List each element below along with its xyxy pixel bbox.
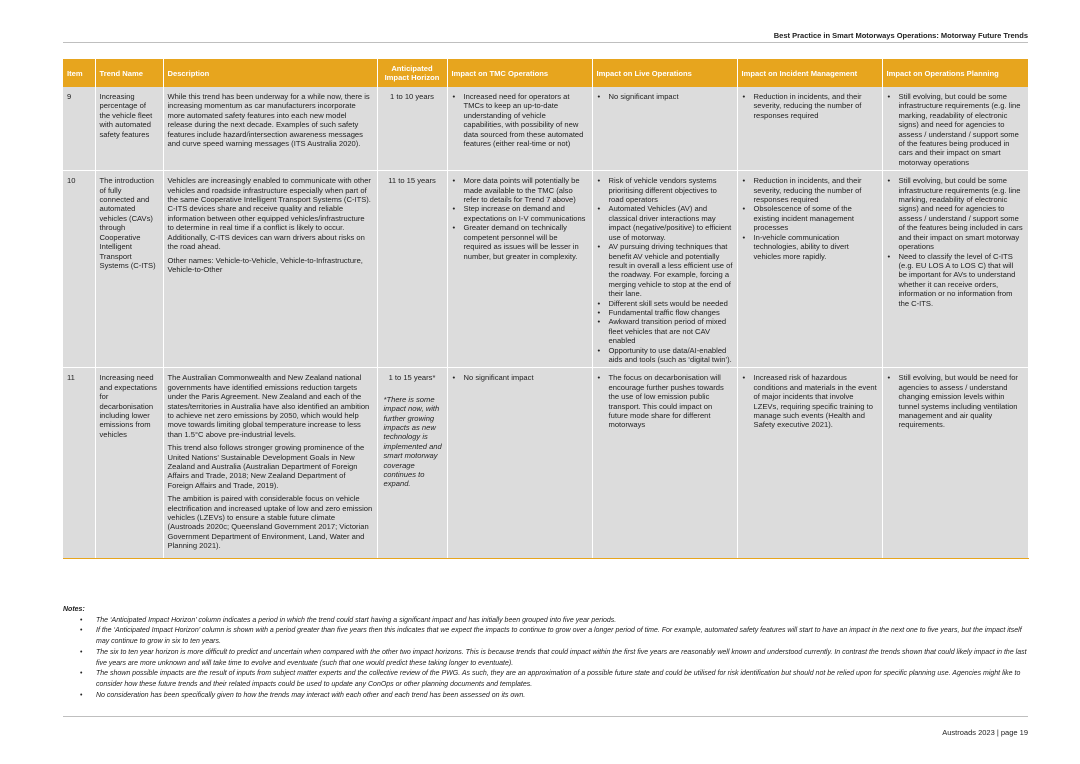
header-divider — [63, 42, 1028, 43]
cell-trend-name: The introduction of fully connected and automated vehicles (CAVs) through Cooperative Intelligent Transport Systems (C-ITS) — [95, 171, 163, 368]
impact-bullet: • Reduction in incidents, and their severity, reducing the number of responses required — [754, 92, 878, 120]
impact-bullet: • Reduction in incidents, and their severity, reducing the number of responses required — [754, 176, 878, 204]
note-item: • The ‘Anticipated Impact Horizon’ column indicates a period in which the trend could start having a significant impact and has initially been grouped into five year periods. — [96, 616, 1029, 627]
impact-bullet: • Step increase on demand and expectations on I-V communications — [464, 204, 588, 223]
column-header-description: Description — [163, 59, 377, 87]
notes-section — [63, 605, 1029, 701]
note-item: • The shown possible impacts are the result of inputs from subject matter experts and the collective review of the PWG. As such, they are an approximation of a possible future state and could be utilised for risk identification but should not be relied upon for specific planning use. Agencies might like to consider how these future trends and their related impacts could be used to update any ConOps or other planning documents and templates. — [96, 669, 1029, 690]
impact-bullet: • Still evolving, but could be some infrastructure requirements (e.g. line marking, readability of electronic signs) and need for agencies to assess / understand / support some of the features being produced in cars and their impact on smart motorway operations — [899, 92, 1024, 167]
cell-item: 11 — [63, 368, 95, 558]
cell-trend-name: Increasing need and expectations for decarbonisation including lower emissions from vehicles — [95, 368, 163, 558]
column-header-operations-planning: Impact on Operations Planning — [882, 59, 1028, 87]
impact-bullet: • Risk of vehicle vendors systems prioritising different objectives to road operators — [609, 176, 733, 204]
cell-incident-impact — [737, 171, 882, 368]
impact-bullet: • Obsolescence of some of the existing incident management processes — [754, 204, 878, 232]
table-row — [63, 368, 1028, 558]
impact-bullet: • Automated Vehicles (AV) and classical driver interactions may impact (negative/positive) to efficient use of motorway. — [609, 204, 733, 242]
description-paragraph: Other names: Vehicle-to-Vehicle, Vehicle-to-Infrastructure, Vehicle-to-Other — [167, 255, 363, 274]
description-paragraph: Vehicles are increasingly enabled to communicate with other vehicles and roadside infrastructure especially when part of the same Cooperative Intelligent Transport Systems (C-ITS). C-ITS devices share and receive quality and reliable information between other equipped vehicles/infrastructure to determine in real time if a conflict is likely to occur. Additionally, C-ITS devices can warn drivers about risks on the road ahead. — [167, 176, 371, 252]
impact-bullet: • Opportunity to use data/AI-enabled aids and tools (such as ‘digital twin’). — [609, 346, 733, 365]
impact-list — [597, 176, 733, 364]
column-header-item: Item — [63, 59, 95, 87]
cell-planning-impact — [882, 368, 1028, 558]
impact-bullet: • Awkward transition period of mixed fleet vehicles that are not CAV enabled — [609, 317, 733, 345]
column-header-incident-management: Impact on Incident Management — [737, 59, 882, 87]
description-paragraph: While this trend has been underway for a while now, there is increasing momentum as car manufacturers incorporate more automated safety features into each new model release during the next decade. Examples of such safety features include hazard/intersection awareness messages and curve speed warning messages (ITS Australia 2020). — [167, 92, 370, 149]
cell-live-impact — [592, 87, 737, 171]
impact-list — [887, 92, 1024, 167]
table-row — [63, 87, 1028, 171]
impact-bullet: • Still evolving, but would be need for agencies to assess / understand changing emission levels within tunnel systems including ventilation management and air quality requirements. — [899, 373, 1024, 429]
cell-item: 10 — [63, 171, 95, 368]
table-row — [63, 171, 1028, 368]
cell-description — [163, 171, 377, 368]
impact-list — [597, 373, 733, 429]
horizon-footnote: *There is some impact now, with further growing impacts as new technology is implemented and smart motorway coverage continues to expand. — [383, 394, 442, 489]
page-header-title: Best Practice in Smart Motorways Operations: Motorway Future Trends — [773, 31, 1028, 40]
cell-impact-horizon — [377, 171, 447, 368]
impact-bullet: • In-vehicle communication technologies, ability to divert vehicles more rapidly. — [754, 233, 878, 261]
note-item: • No consideration has been specifically given to how the trends may interact with each other and each trend has been assessed on its own. — [96, 691, 1029, 702]
cell-tmc-impact — [447, 87, 592, 171]
horizon-value: 1 to 15 years* — [388, 373, 436, 383]
impact-list — [452, 92, 588, 148]
cell-description — [163, 87, 377, 171]
description-paragraph: This trend also follows stronger growing prominence of the United Nations’ Sustainable Development Goals in New Zealand and Australia (Australian Department of Foreign Affairs and Trade, 2018; New Zealand Department of Foreign Affairs and Trade, 2019). — [167, 443, 365, 490]
impact-bullet: • Increased need for operators at TMCs to keep an up-to-date understanding of vehicle capabilities, with possibility of new data sourced from these automated features (either real-time or not) — [464, 92, 588, 148]
impact-bullet: • More data points will potentially be made available to the TMC (also refer to details for Trend 7 above) — [464, 176, 588, 204]
impact-list — [597, 92, 733, 101]
description-paragraph: The ambition is paired with considerable focus on vehicle electrification and increased uptake of low and zero emission vehicles (LZEVs) to ensure a stable future climate (Austroads 2020c; Queensland Government 2017; Victorian Government Department of Environment, Land, Water and Planning 2021). — [167, 494, 373, 551]
horizon-value: 11 to 15 years — [388, 176, 436, 186]
cell-planning-impact — [882, 171, 1028, 368]
impact-bullet: • AV pursuing driving techniques that benefit AV vehicle and potentially result in overall a less efficient use of the roadway. For example, forcing a merging vehicle to stop at the end of their lane. — [609, 242, 733, 298]
future-trends-table — [63, 59, 1029, 559]
cell-description — [163, 368, 377, 558]
impact-list — [887, 176, 1024, 308]
cell-item: 9 — [63, 87, 95, 171]
cell-impact-horizon — [377, 368, 447, 558]
cell-impact-horizon — [377, 87, 447, 171]
impact-bullet: • Need to classify the level of C-ITS (e.g. EU LOS A to LOS C) that will be important for AVs to understand whether it can receive orders, information or no information from the C-ITS. — [899, 252, 1024, 308]
cell-live-impact — [592, 368, 737, 558]
impact-bullet: • Still evolving, but could be some infrastructure requirements (e.g. line marking, readability of electronic signs) and need for agencies to assess / understand / support some of the features being included in cars and their impact on smart motorway operations — [899, 176, 1024, 251]
column-header-live-operations: Impact on Live Operations — [592, 59, 737, 87]
footer-divider — [63, 716, 1028, 717]
note-item: • If the ‘Anticipated Impact Horizon’ column is shown with a period greater than five years then this indicates that we expect the impacts to continue to grow over a longer period of time. For example, automated safety features will start to have an impact in the next one to five years, but the impact itself may continue to grow in six to ten years. — [96, 626, 1029, 647]
impact-list — [452, 176, 588, 261]
cell-tmc-impact — [447, 368, 592, 558]
cell-incident-impact — [737, 87, 882, 171]
notes-title: Notes: — [63, 606, 85, 613]
column-header-impact-horizon: Anticipated Impact Horizon — [377, 59, 447, 87]
column-header-trend-name: Trend Name — [95, 59, 163, 87]
impact-bullet: • No significant impact — [609, 92, 733, 101]
cell-trend-name: Increasing percentage of the vehicle fleet with automated safety features — [95, 87, 163, 171]
table-header-row — [63, 59, 1028, 87]
cell-live-impact — [592, 171, 737, 368]
impact-bullet: • The focus on decarbonisation will encourage further pushes towards the use of low emission public transport. This could impact on future mode share for different motorways — [609, 373, 733, 429]
impact-list — [452, 373, 588, 382]
impact-bullet: • Greater demand on technically competent personnel will be required as issues will be lesser in number, but greater in complexity. — [464, 223, 588, 261]
description-paragraph: The Australian Commonwealth and New Zealand national governments have identified emissions reduction targets under the Paris Agreement. New Zealand and each of the states/territories in Australia have also identified an ambition to achieve net zero emissions by 2050, which would help move towards limiting global temperature increase to less than 1.5°C above pre-industrial levels. — [167, 373, 370, 439]
column-header-tmc-operations: Impact on TMC Operations — [447, 59, 592, 87]
notes-list — [63, 616, 1029, 702]
impact-list — [742, 373, 878, 429]
cell-incident-impact — [737, 368, 882, 558]
page-footer: Austroads 2023 | page 19 — [942, 728, 1028, 737]
impact-bullet: • Different skill sets would be needed — [609, 299, 733, 308]
horizon-value: 1 to 10 years — [390, 92, 434, 101]
impact-bullet: • Fundamental traffic flow changes — [609, 308, 733, 317]
impact-list — [742, 176, 878, 261]
impact-list — [742, 92, 878, 120]
cell-tmc-impact — [447, 171, 592, 368]
note-item: • The six to ten year horizon is more difficult to predict and uncertain when compared with the other two impact horizons. This is because trends that could impact within the first five years are reasonably well known and understood currently. In contrast the trends shown that could likely impact in the last five years are more unknown and will take time to evolve and eventuate (such that one would predict these taking longer to eventuate). — [96, 648, 1029, 669]
impact-bullet: • No significant impact — [464, 373, 588, 382]
cell-planning-impact — [882, 87, 1028, 171]
impact-bullet: • Increased risk of hazardous conditions and materials in the event of major incidents that involve LZEVs, requiring specific training to manage such events (Health and Safety executive 2021). — [754, 373, 878, 429]
impact-list — [887, 373, 1024, 429]
